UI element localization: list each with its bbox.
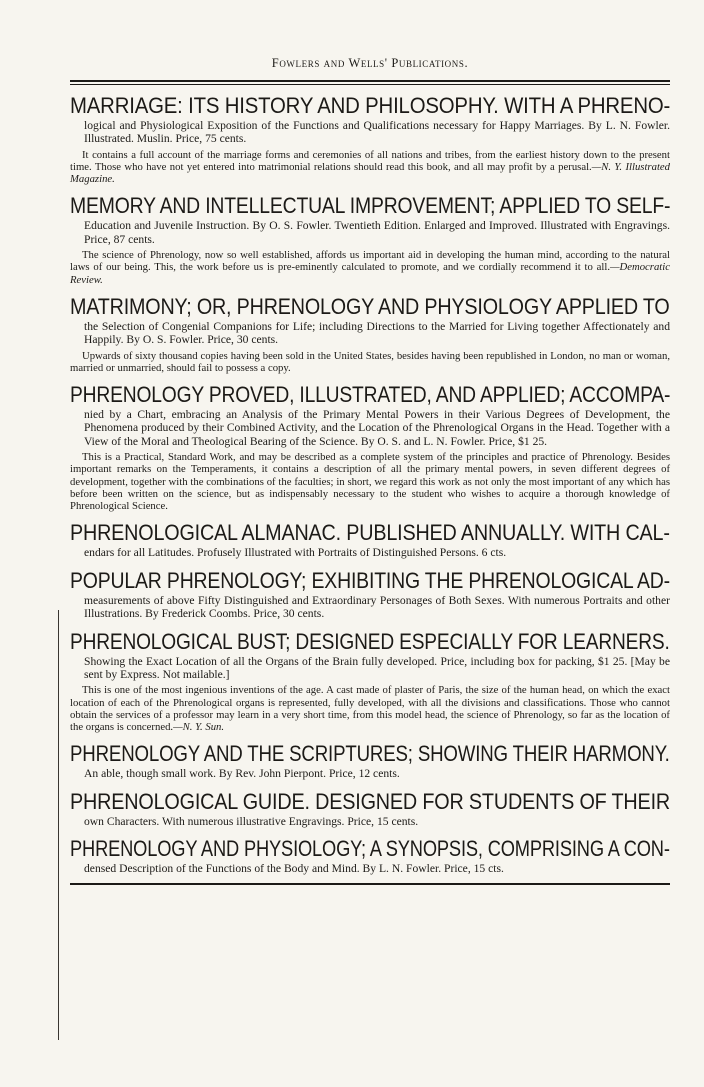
review-source: —N. Y. Sun. [173, 720, 225, 733]
book-entry [70, 629, 670, 734]
running-head: Fowlers and Wells' Publications. [271, 56, 469, 70]
entry-title: PHRENOLOGICAL GUIDE. DESIGNED FOR STUDENTS OF THEIR [70, 788, 670, 814]
entry-title: PHRENOLOGY PROVED, ILLUSTRATED, AND APPLIED; ACCOMPA- [70, 382, 671, 408]
book-entry [70, 520, 670, 559]
book-entry [70, 789, 670, 828]
review-source: —N. Y. Illustrated Magazine. [70, 161, 670, 186]
entry-description: endars for all Latitudes. Profusely Illustrated with Portraits of Distinguished Persons. 6 cts. [84, 546, 507, 560]
entry-title: MARRIAGE: ITS HISTORY AND PHILOSOPHY. WITH A PHRENO- [70, 93, 671, 118]
book-entry [70, 382, 670, 512]
entry-description: nied by a Chart, embracing an Analysis of the Primary Mental Powers in their Various Degrees of Development, the Phenomena produced by their Combined Activity, and the Location of the Phrenological Organs in the Head. Together with a View of the Moral and Theological Bearing of the Science. By O. S. and L. N. Fowler. Price, $1 25. [84, 408, 670, 448]
entry-description: measurements of above Fifty Distinguished and Extraordinary Personages of Both Sexes. With numerous Portraits and other Illustrations. By Frederick Coombs. Price, 30 cents. [84, 593, 670, 621]
review-source: —Democratic Review. [70, 261, 670, 286]
book-entry [70, 568, 670, 621]
entry-review [70, 350, 670, 374]
entry-title: PHRENOLOGY AND PHYSIOLOGY; A SYNOPSIS, COMPRISING A CON- [70, 835, 670, 861]
book-entry [70, 93, 670, 185]
entry-description: own Characters. With numerous illustrative Engravings. Price, 15 cents. [84, 814, 419, 828]
entry-description: Education and Juvenile Instruction. By O. S. Fowler. Twentieth Edition. Enlarged and Improved. Illustrated with Engravings. Price, 87 cents. [84, 219, 670, 246]
review-text: It contains a full account of the marriage forms and ceremonies of all nations and tribes, from the earliest history down to the present time. Those who have not yet entered into matrimonial relations should read this book, and all may profit by a perusal. [70, 148, 670, 174]
entry-title: PHRENOLOGY AND THE SCRIPTURES; SHOWING THEIR HARMONY. [70, 741, 670, 767]
review-text: This is one of the most ingenious inventions of the age. A cast made of plaster of Paris, the size of the human head, on which the exact location of each of the Phrenological organs is represented, fully developed, with all the divisions and classifications. Those who cannot obtain the services of a professor may learn in a very short time, from this model head, the science of Phrenology, so far as the location of the organs is concerned. [70, 684, 670, 733]
entry-review [70, 149, 670, 186]
entry-description: the Selection of Congenial Companions for Life; including Directions to the Married for Living together Affectionately and Happily. By O. S. Fowler. Price, 30 cents. [84, 319, 670, 347]
catalogue-page [70, 52, 670, 885]
entry-description: densed Description of the Functions of the Body and Mind. By L. N. Fowler. Price, 15 cts. [84, 861, 504, 875]
entry-description: logical and Physiological Exposition of the Functions and Qualifications necessary for Happy Marriages. By L. N. Fowler. Illustrated. Muslin. Price, 75 cents. [84, 119, 670, 146]
entry-title: PHRENOLOGICAL BUST; DESIGNED ESPECIALLY FOR LEARNERS. [70, 628, 670, 654]
book-entry [70, 294, 670, 374]
entry-title: POPULAR PHRENOLOGY; EXHIBITING THE PHRENOLOGICAL AD- [70, 567, 670, 593]
book-entry [70, 836, 670, 875]
entry-title: PHRENOLOGICAL ALMANAC. PUBLISHED ANNUALLY. WITH CAL- [70, 520, 670, 546]
book-entry [70, 193, 670, 285]
entries-list [70, 93, 670, 875]
footer-rule [70, 883, 670, 885]
margin-rule [58, 610, 59, 1040]
entry-description: An able, though small work. By Rev. John Pierpont. Price, 12 cents. [84, 767, 400, 781]
entry-review [70, 684, 670, 733]
header-rule [70, 80, 670, 85]
review-text: This is a Practical, Standard Work, and may be described as a complete system of the principles and practice of Phrenology. Besides important remarks on the Temperaments, it contains a description of all the primary mental powers, in seven different degrees of development, together with the combinations of the faculties; in short, we regard this work as not only the most important of any which has before been written on the science, but as indispensably necessary to the student who wishes to acquire a thorough knowledge of Phrenological Science. [70, 451, 670, 513]
review-text: The science of Phrenology, now so well established, affords us important aid in developing the human mind, according to the natural laws of our being. This, the work before us is pre-eminently calculated to promote, and we cordially recommend it to all. [70, 249, 670, 274]
entry-description: Showing the Exact Location of all the Organs of the Brain fully developed. Price, including box for packing, $1 25. [May be sent by Express. Not mailable.] [84, 654, 670, 681]
entry-review [70, 249, 670, 286]
entry-review [70, 451, 670, 512]
entry-title: MEMORY AND INTELLECTUAL IMPROVEMENT; APPLIED TO SELF- [70, 193, 671, 219]
review-text: Upwards of sixty thousand copies having been sold in the United States, besides having been republished in London, no man or woman, married or unmarried, should fail to possess a copy. [70, 349, 670, 374]
entry-title: MATRIMONY; OR, PHRENOLOGY AND PHYSIOLOGY APPLIED TO [70, 293, 670, 319]
book-entry [70, 741, 670, 780]
